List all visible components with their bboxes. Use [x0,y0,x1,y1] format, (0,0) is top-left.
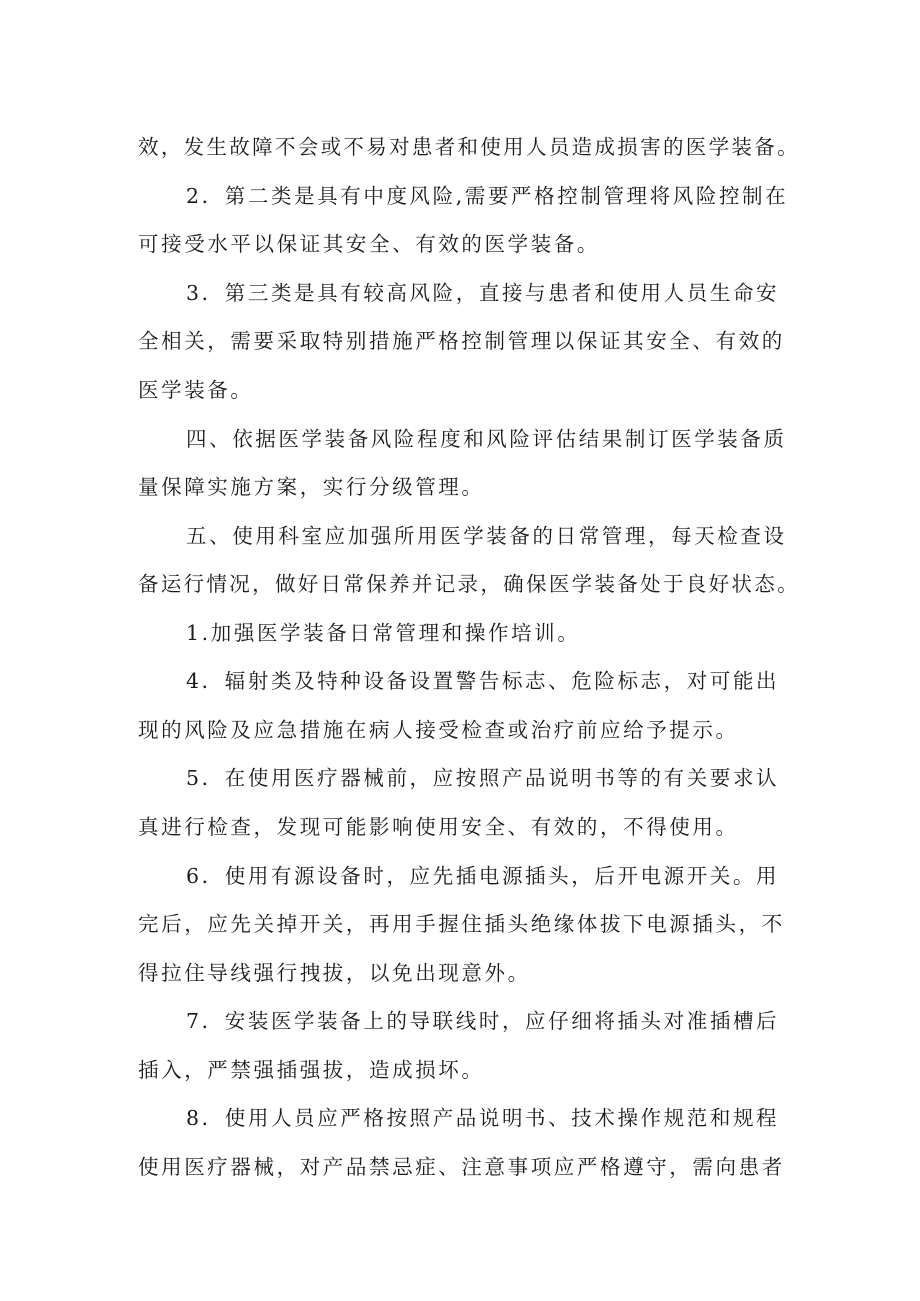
text-line-13: 现的风险及应急措施在病人接受检查或治疗前应给予提示。 [138,718,739,742]
text-line-5: 全相关，需要采取特别措施严格控制管理以保证其安全、有效的 [138,329,785,353]
text-line-17: 完后，应先关掉开关，再用手握住插头绝缘体拔下电源插头，不 [138,912,785,936]
text-line-2: 2．第二类是具有中度风险,需要严格控制管理将风险控制在 [186,184,789,208]
text-line-21: 8．使用人员应严格按照产品说明书、技术操作规范和规程 [186,1106,780,1130]
text-line-6: 医学装备。 [138,378,254,402]
text-line-8: 量保障实施方案，实行分级管理。 [138,475,485,499]
text-line-3: 可接受水平以保证其安全、有效的医学装备。 [138,232,600,256]
text-line-12: 4．辐射类及特种设备设置警告标志、危险标志，对可能出 [186,669,780,693]
text-line-7: 四、依据医学装备风险程度和风险评估结果制订医学装备质 [186,427,787,451]
text-line-18: 得拉住导线强行拽拔，以免出现意外。 [138,961,531,985]
text-line-20: 插入，严禁强插强拔，造成损坏。 [138,1058,485,1082]
text-line-14: 5．在使用医疗器械前，应按照产品说明书等的有关要求认 [186,766,780,790]
text-line-10: 备运行情况，做好日常保养并记录，确保医学装备处于良好状态。 [138,572,800,596]
text-line-1: 效，发生故障不会或不易对患者和使用人员造成损害的医学装备。 [138,135,800,159]
text-line-19: 7．安装医学装备上的导联线时，应仔细将插头对准插槽后 [186,1009,780,1033]
text-line-4: 3．第三类是具有较高风险，直接与患者和使用人员生命安 [186,281,780,305]
text-line-11: 1.加强医学装备日常管理和操作培训。 [186,621,581,645]
text-line-15: 真进行检查，发现可能影响使用安全、有效的，不得使用。 [138,815,739,839]
text-line-9: 五、使用科室应加强所用医学装备的日常管理，每天检查设 [186,524,787,548]
text-line-16: 6．使用有源设备时，应先插电源插头，后开电源开关。用 [186,864,780,888]
text-line-22: 使用医疗器械，对产品禁忌症、注意事项应严格遵守，需向患者 [138,1155,785,1179]
